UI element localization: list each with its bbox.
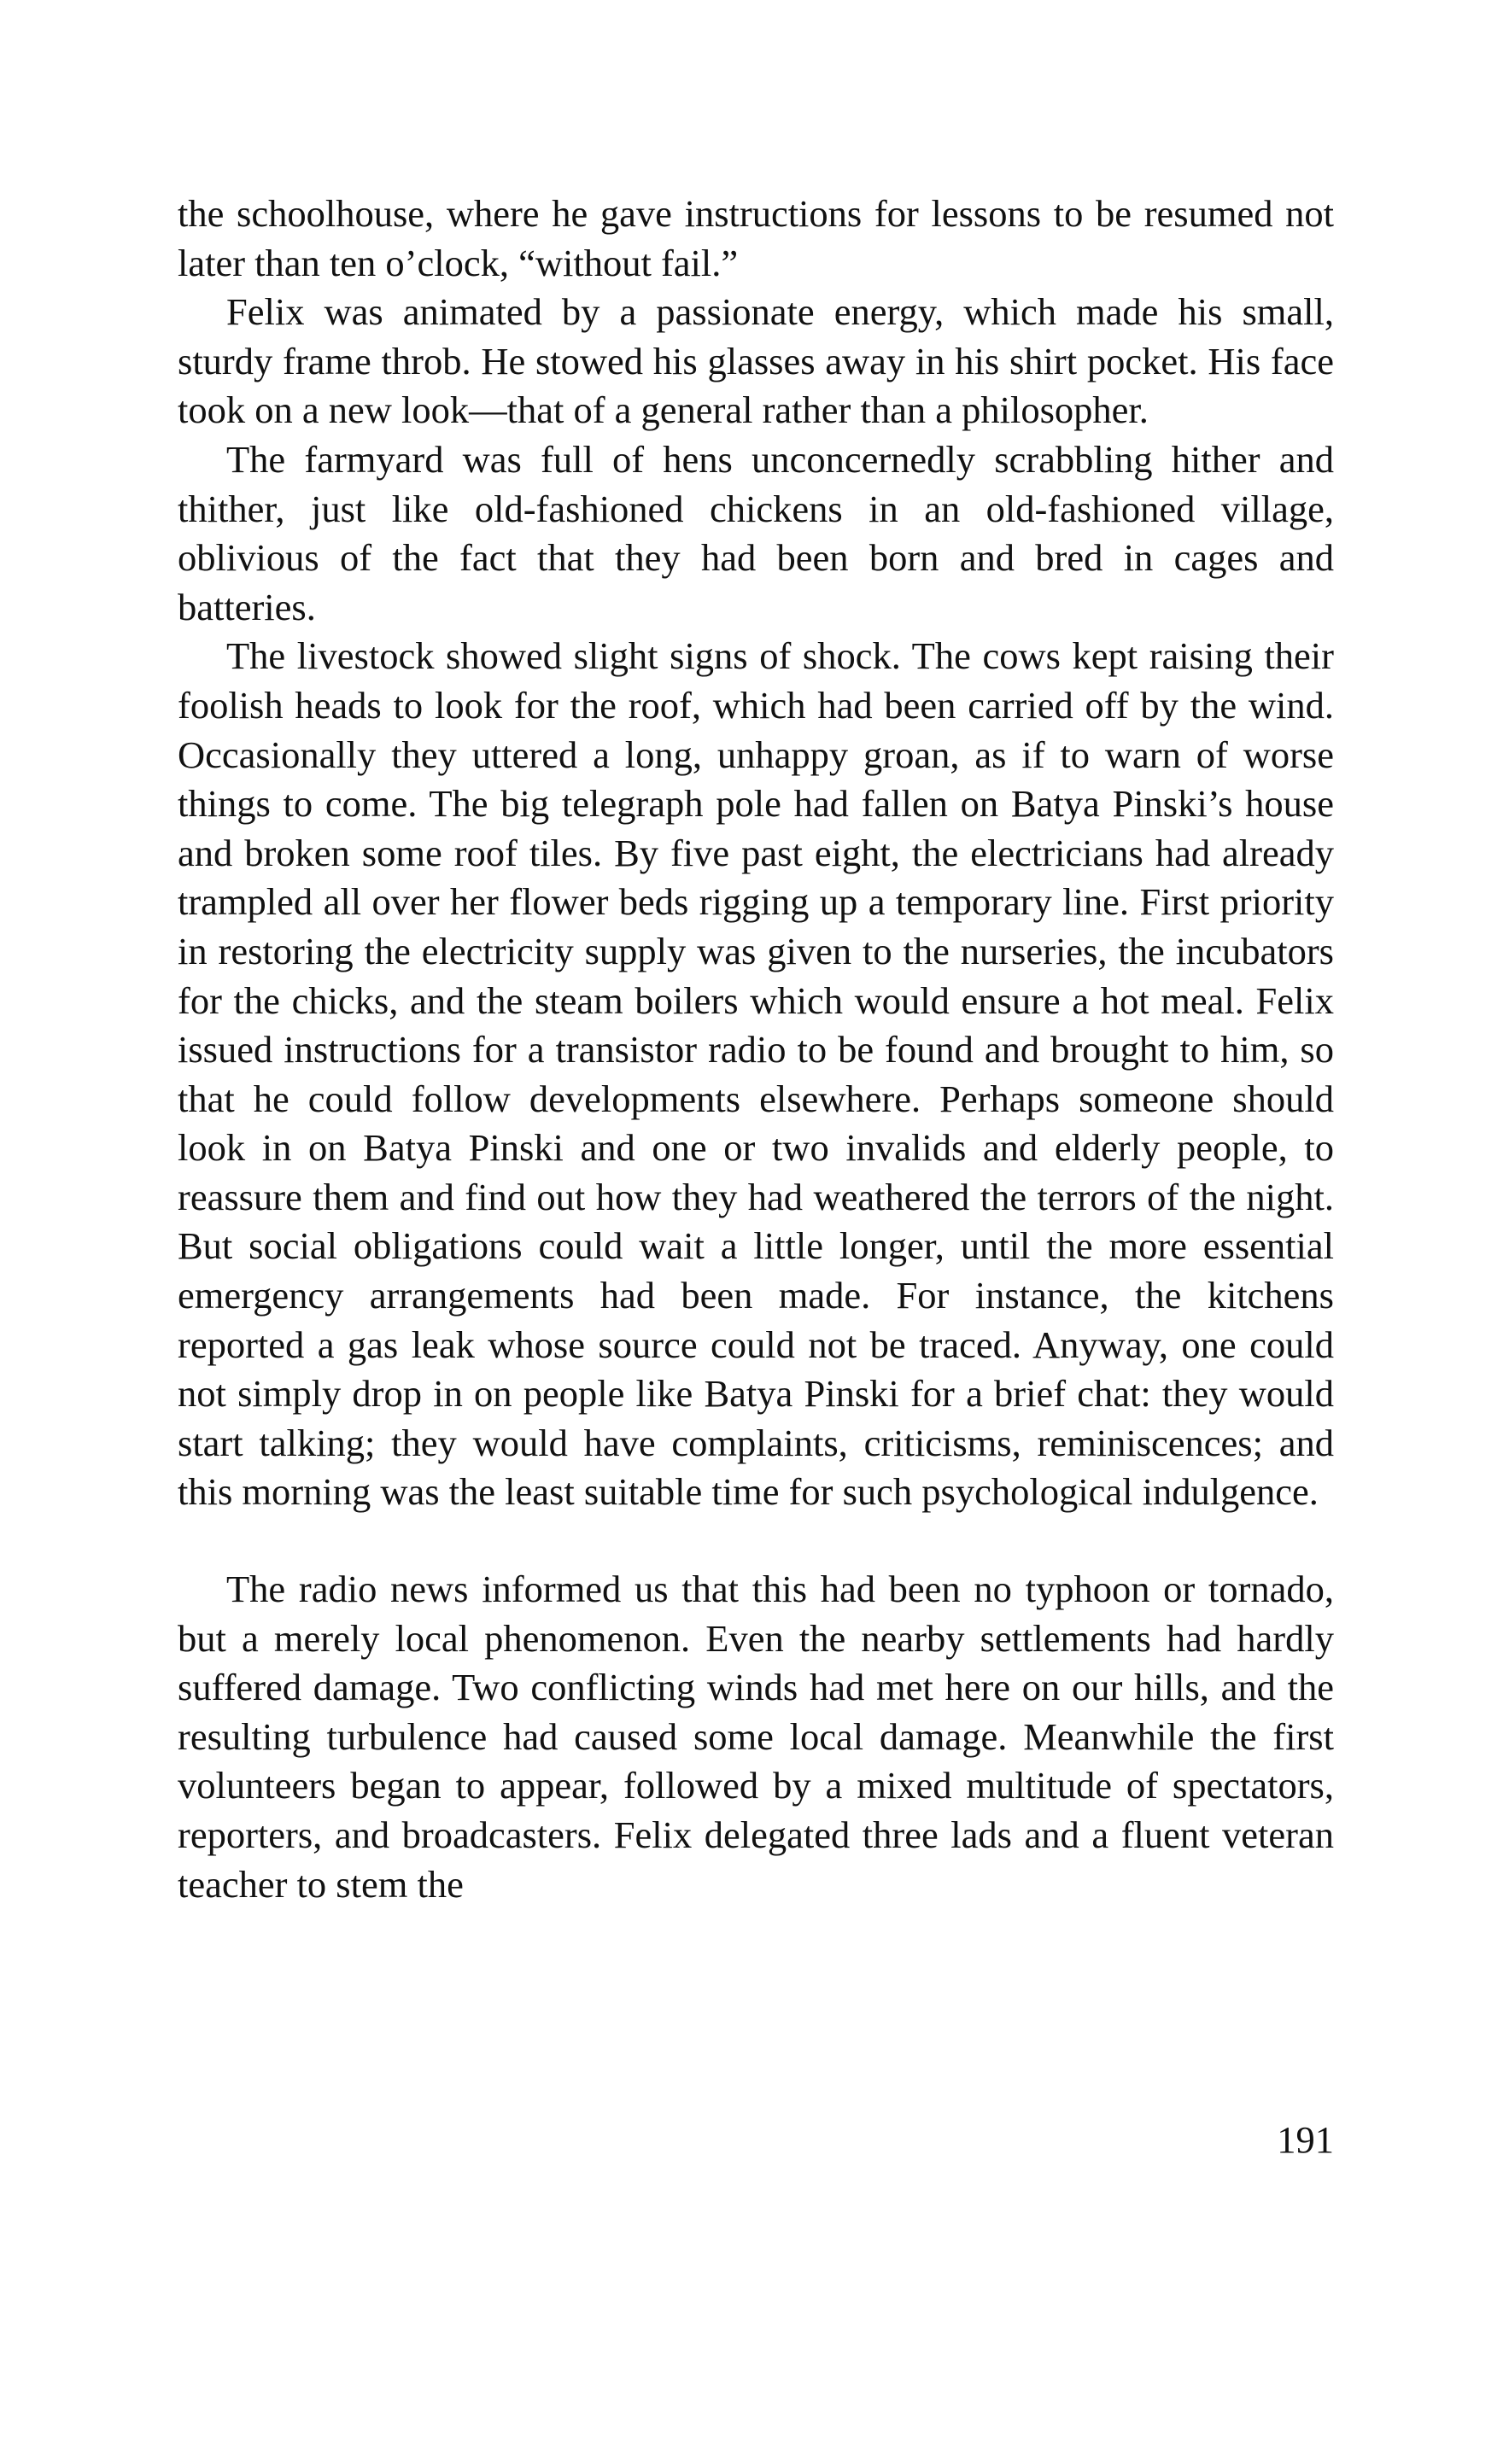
page-body: [178, 190, 1334, 1909]
paragraph-radio-news: The radio news informed us that this had been no typhoon or tornado, but a merely local phenomenon. Even the nearby settlements had hardly suffered damage. Two conflicting winds had met here on our hills, and the resulting turbulence had caused some local damage. Meanwhile the first volunteers began to appear, followed by a mixed multitude of spectators, reporters, and broadcasters. Felix delegated three lads and a fluent veteran teacher to stem the: [178, 1568, 1334, 1906]
paragraph-felix-energy: Felix was animated by a passionate energy, which made his small, sturdy frame throb. He stowed his glasses away in his shirt pocket. His face took on a new look—that of a general rather than a philosopher.: [178, 290, 1334, 432]
page-number: 191: [1277, 2118, 1334, 2161]
paragraph-livestock-shock: The livestock showed slight signs of shock. The cows kept raising their foolish heads to look for the roof, which had been carried off by the wind. Occasionally they uttered a long, unhappy groan, as if to warn of worse things to come. The big telegraph pole had fallen on Batya Pinski’s house and broken some roof tiles. By five past eight, the electricians had already trampled all over her flower beds rigging up a temporary line. First priority in restoring the electricity supply was given to the nurseries, the incubators for the chicks, and the steam boilers which would ensure a hot meal. Felix issued instructions for a transistor radio to be found and brought to him, so that he could follow developments elsewhere. Perhaps someone should look in on Batya Pinski and one or two invalids and elderly people, to reassure them and find out how they had weathered the terrors of the night. But social obligations could wait a little longer, until the more essential emergency arrangements had been made. For instance, the kitchens reported a gas leak whose source could not be traced. Anyway, one could not simply drop in on people like Batya Pinski for a brief chat: they would start talking; they would have complaints, criticisms, reminiscences; and this morning was the least suitable time for such psychological indulgence.: [178, 634, 1334, 1514]
paragraph-farmyard-hens: The farmyard was full of hens unconcernedly scrabbling hither and thither, just like old-fashioned chickens in an old-fashioned village, oblivious of the fact that they had been born and bred in cages and batteries.: [178, 437, 1334, 628]
paragraph-schoolhouse: the schoolhouse, where he gave instructions for lessons to be resumed not later than ten o’clock, “without fail.”: [178, 192, 1334, 284]
